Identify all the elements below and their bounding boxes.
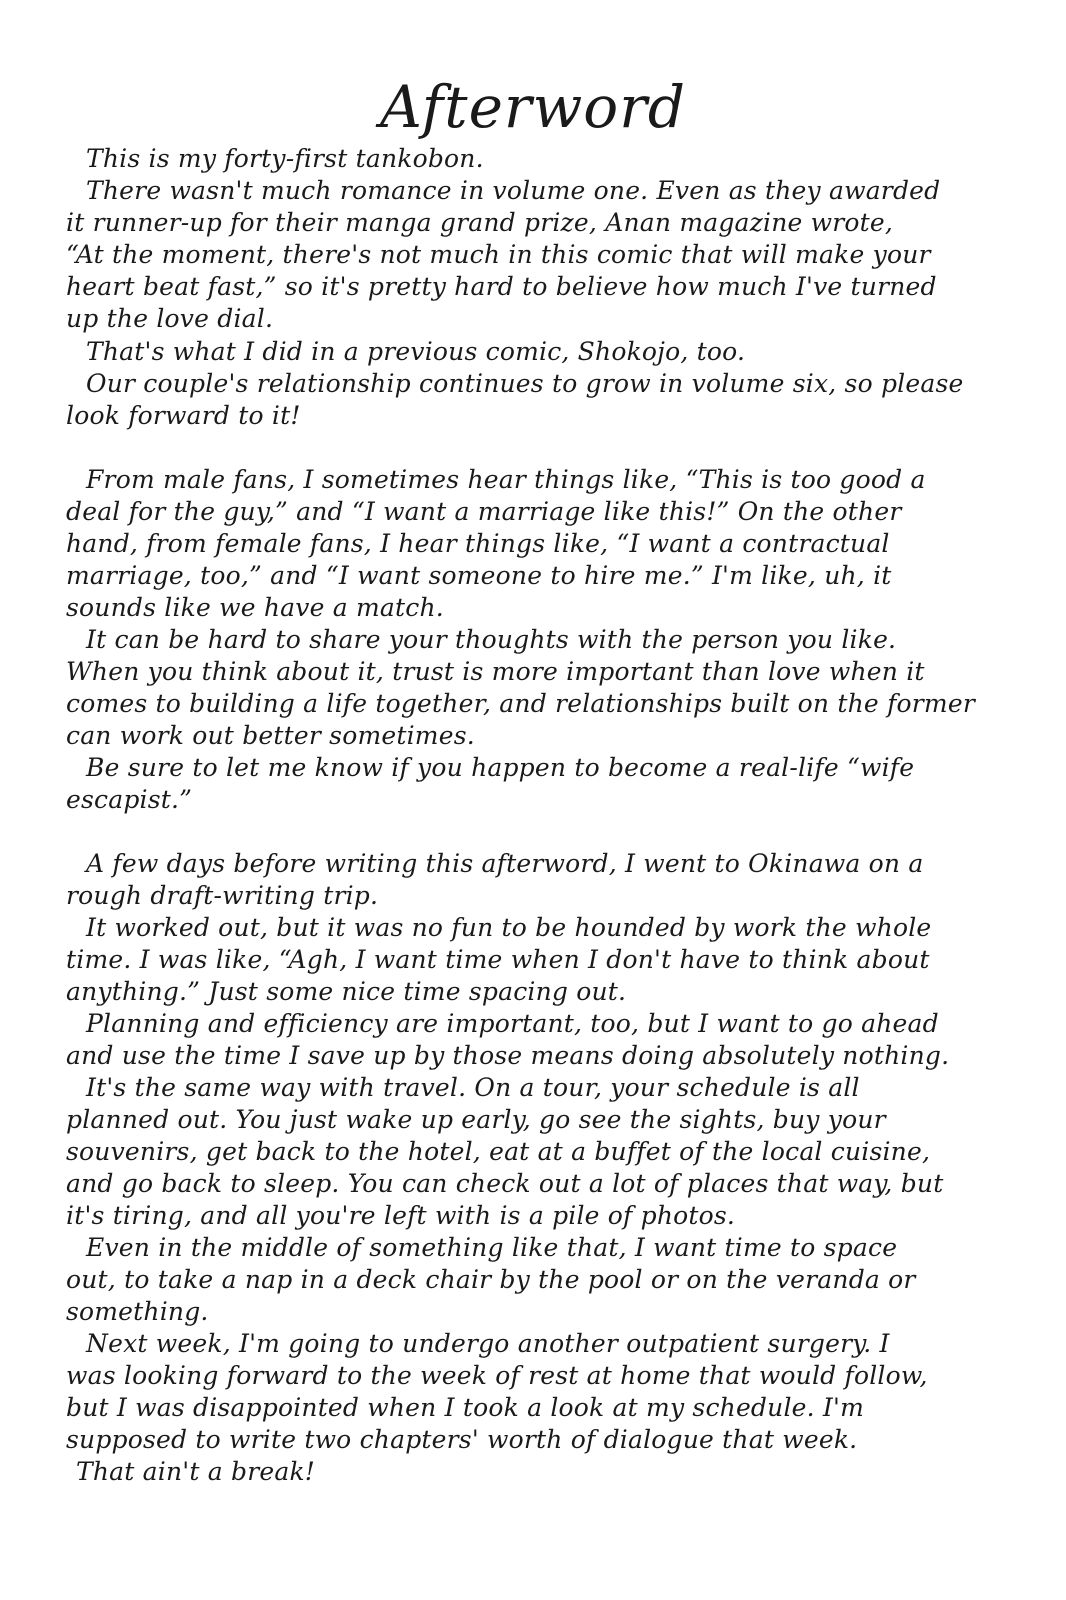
text-line: look forward to it! — [66, 401, 301, 430]
text-line: something. — [66, 1297, 209, 1326]
text-line: “At the moment, there's not much in this comic that will make your — [66, 240, 931, 269]
text-line: was looking forward to the week of rest at home that would follow, — [66, 1361, 928, 1390]
text-line: but I was disappointed when I took a look at my schedule. I'm — [66, 1393, 864, 1422]
text-line: That ain't a break! — [76, 1457, 316, 1486]
text-line: and go back to sleep. You can check out a lot of places that way, but — [66, 1169, 944, 1198]
text-line: supposed to write two chapters' worth of dialogue that week. — [66, 1425, 858, 1454]
text-line: From male fans, I sometimes hear things like, “This is too good a — [86, 465, 926, 494]
text-line: Even in the middle of something like that, I want time to space — [86, 1233, 898, 1262]
text-line: That's what I did in a previous comic, Shokojo, too. — [86, 337, 746, 366]
text-line: Next week, I'm going to undergo another outpatient surgery. I — [86, 1329, 890, 1358]
text-line: escapist.” — [66, 785, 193, 814]
text-line: There wasn't much romance in volume one. Even as they awarded — [86, 176, 941, 205]
text-line: It's the same way with travel. On a tour, your schedule is all — [86, 1073, 860, 1102]
text-line: Planning and efficiency are important, too, but I want to go ahead — [86, 1009, 939, 1038]
text-line: It can be hard to share your thoughts with the person you like. — [86, 625, 897, 654]
text-line: anything.” Just some nice time spacing out. — [66, 977, 627, 1006]
page-title: Afterword — [379, 73, 687, 141]
text-line: sounds like we have a match. — [66, 593, 444, 622]
text-line: It worked out, but it was no fun to be hounded by work the whole — [86, 913, 932, 942]
text-line: out, to take a nap in a deck chair by the pool or on the veranda or — [66, 1265, 916, 1294]
text-line: hand, from female fans, I hear things like, “I want a contractual — [66, 529, 890, 558]
text-line: planned out. You just wake up early, go see the sights, buy your — [66, 1105, 886, 1134]
text-line: marriage, too,” and “I want someone to hire me.” I'm like, uh, it — [66, 561, 892, 590]
text-line: up the love dial. — [66, 304, 274, 333]
text-line: and use the time I save up by those means doing absolutely nothing. — [66, 1041, 950, 1070]
text-line: can work out better sometimes. — [66, 721, 475, 750]
text-line: deal for the guy,” and “I want a marriage like this!” On the other — [66, 497, 902, 526]
text-line: A few days before writing this afterword, I went to Okinawa on a — [86, 849, 924, 878]
text-line: heart beat fast,” so it's pretty hard to believe how much I've turned — [66, 272, 937, 301]
text-line: rough draft-writing trip. — [66, 881, 379, 910]
text-line: it's tiring, and all you're left with is a pile of photos. — [66, 1201, 736, 1230]
text-line: it runner-up for their manga grand prize, Anan magazine wrote, — [66, 208, 894, 237]
text-line: Be sure to let me know if you happen to become a real-life “wife — [86, 753, 915, 782]
text-line: When you think about it, trust is more important than love when it — [66, 657, 925, 686]
text-line: This is my forty-first tankobon. — [86, 144, 484, 173]
text-line: souvenirs, get back to the hotel, eat at a buffet of the local cuisine, — [66, 1137, 931, 1166]
text-line: Our couple's relationship continues to grow in volume six, so please — [86, 369, 964, 398]
text-line: time. I was like, “Agh, I want time when I don't have to think about — [66, 945, 930, 974]
text-line: comes to building a life together, and relationships built on the former — [66, 689, 975, 718]
